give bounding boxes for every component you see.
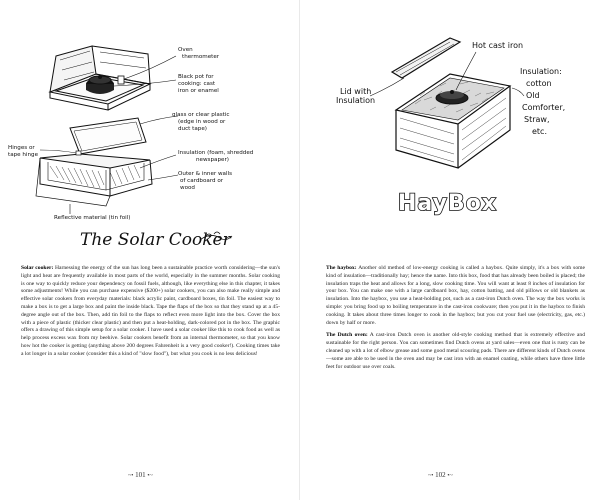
- right-page-number: [428, 471, 453, 479]
- label-hot-cast-iron: Hot cast iron: [472, 41, 524, 50]
- folio-ornament-left-icon: ~•: [428, 473, 434, 479]
- right-folio-number: 102: [435, 471, 446, 479]
- label-insulation-1: Insulation (foam, shredded: [178, 150, 254, 156]
- right-illustration-title: HayBox: [398, 191, 497, 216]
- thermometer-icon: [118, 76, 124, 84]
- lead-dutch-oven: The Dutch oven:: [326, 332, 368, 339]
- text-haybox: Another old method of low-energy cooking is called a haybox. Quite simply, it's a box with some kind of insulation—traditionally hay; hence the name. Into this box, food that has already been boiled is placed; the insulation traps the heat and allows for a long, slow cooking time. You will want at least 8 inches of insulation for your box. You can make one with a large cardboard box, hay, cotton batting, and old pillows or old blankets as insulation. Into the haybox, you use a heat-holding pot, such as a cast-iron Dutch oven. The way the box works is simple: you bring food up to boiling temperature in the cast-iron cookware; then you put it in the haybox to finish cooking. It takes about three times longer to cook in the haybox; but you cut your fuel use (electricity, gas, etc.) down by half or more.: [326, 265, 585, 326]
- label-walls-2: of cardboard or: [180, 178, 224, 184]
- label-haybox-insulation-2: cotton: [526, 79, 552, 88]
- label-oven-thermometer-1: Oven: [178, 47, 193, 53]
- label-oven-thermometer-2: thermometer: [182, 54, 220, 60]
- label-haybox-insulation-6: etc.: [532, 127, 547, 136]
- label-walls-1: Outer & inner walls: [178, 171, 232, 177]
- left-folio-number: 101: [135, 471, 146, 479]
- lead-solar-cooker: Solar cooker:: [21, 265, 54, 271]
- text-dutch-oven: A cast-iron Dutch oven is another old-style cooking method that is extremely effective and sustainable for the right person. You can sometimes find Dutch ovens at yard sales—even one that is rusty can be cleaned up with a lot of elbow grease and some good metal scouring pads. There are different kinds of Dutch ovens—some are able to be used in the oven and may be cast iron with an enamel coating, while others have three little feet for outdoor use over coals.: [326, 332, 586, 370]
- label-walls-3: wood: [180, 185, 195, 191]
- right-body-text: [326, 265, 585, 376]
- solar-cooker-top-illustration: [0, 0, 300, 260]
- left-page-number: [128, 471, 153, 479]
- paragraph-solar-cooker: [21, 265, 280, 359]
- label-glass-1: glass or clear plastic: [172, 112, 230, 118]
- label-haybox-insulation-3: Old: [526, 91, 540, 100]
- label-haybox-insulation-5: Straw,: [524, 115, 550, 124]
- folio-ornament-right-icon: •~: [447, 473, 453, 479]
- paragraph-haybox: [326, 265, 585, 327]
- label-lid-2: Insulation: [336, 96, 376, 105]
- label-insulation-2: newspaper): [196, 157, 229, 163]
- paragraph-dutch-oven: [326, 332, 585, 371]
- label-hinges-2: tape hinge: [8, 152, 39, 158]
- label-haybox-insulation-1: Insulation:: [520, 67, 562, 76]
- right-page: [300, 0, 600, 500]
- lead-haybox: The haybox:: [326, 265, 357, 271]
- label-lid-1: Lid with: [340, 87, 372, 96]
- label-reflective: Reflective material (tin foil): [54, 215, 131, 221]
- label-glass-3: duct tape): [178, 126, 207, 132]
- black-pot-icon: [86, 75, 114, 94]
- left-illustration-title: The Solar Cooker: [80, 230, 231, 250]
- haybox-illustration: [300, 0, 600, 260]
- label-glass-2: (edge in wood or: [178, 119, 226, 125]
- label-black-pot-3: iron or enamel: [178, 88, 219, 94]
- label-black-pot-2: cooking: cast: [178, 81, 216, 87]
- label-hinges-1: Hinges or: [8, 145, 35, 151]
- folio-ornament-right-icon: •~: [147, 473, 153, 479]
- left-body-text: [21, 265, 280, 364]
- label-haybox-insulation-4: Comforter,: [522, 103, 566, 112]
- label-black-pot-1: Black pot for: [178, 74, 214, 80]
- text-solar-cooker: Harnessing the energy of the sun has long been a sustainable practice worth considering—the sun's light and heat are frequently available in most parts of the world, especially in the summer months. Solar cooking is one way to quickly reduce your dependency on fossil fuels, although, like everything else in this chapter, it takes some adjustments! While you can purchase expensive ($200+) solar cookers, you can also make really simple and effective solar cookers from everyday materials: black acrylic paint, cardboard boxes, tin foil. The easiest way to make a box is to get a large box and paint the inside black. Tape the flaps of the box so that they stand up at a 45-degree angle out of the box. Then, add tin foil to the flaps to reflect even more light into the box. Cover the box with a piece of plastic (thicker clear plastic) and then put a heat-holding, dark-colored pot in the box. The graphic offers a drawing of this simple setup for a solar cooker. I have used a solar cooker like this to cook food as well as help process excess wax from my beehive. Solar cookers benefit from an internal thermometer, so that you know how hot the cooker is getting (anything above 200 degrees Fahrenheit is a very good cooker!). Cooking times take a lot longer in a solar cooker (consider this a kind of "slow food"), but what you cook is no less delicious!: [21, 265, 280, 357]
- folio-ornament-left-icon: ~•: [128, 473, 134, 479]
